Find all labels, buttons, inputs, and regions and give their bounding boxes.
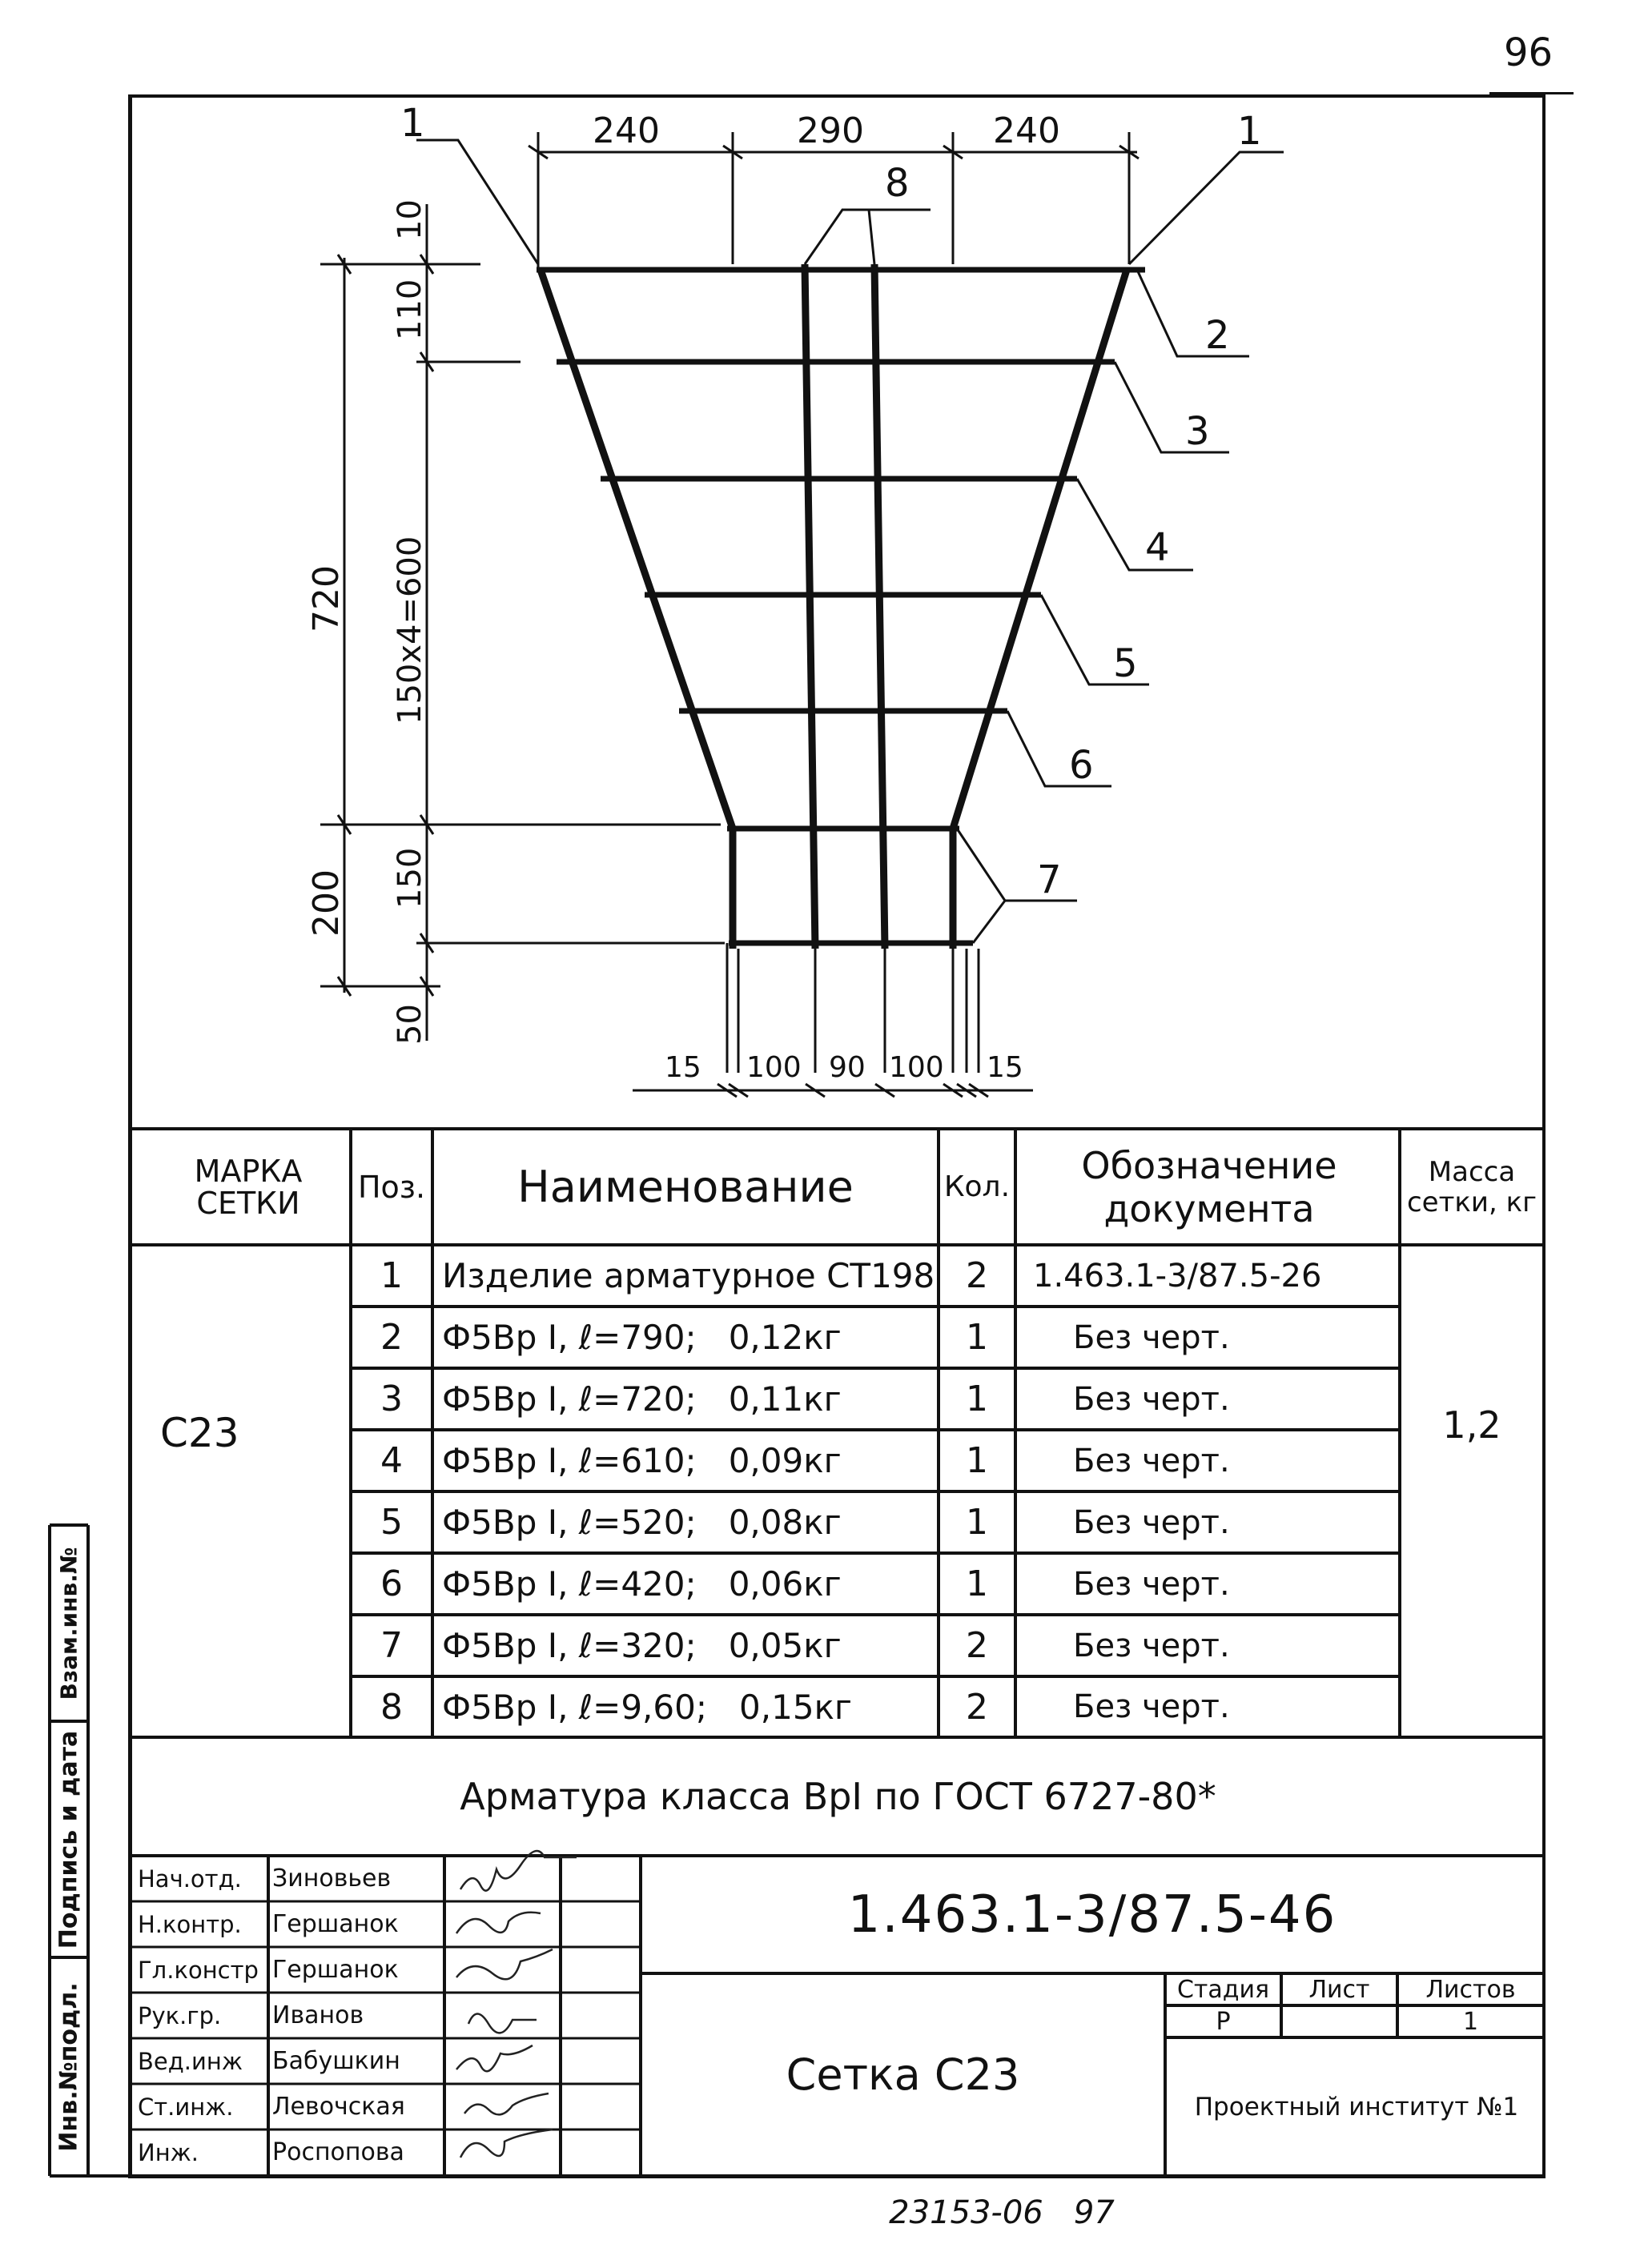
- organization: Проектный институт №1: [1194, 2092, 1519, 2121]
- dim-left-720: 720: [306, 565, 347, 632]
- header-qty: Кол.: [943, 1170, 1011, 1203]
- archive-number: 23153-06 97: [889, 2194, 1115, 2231]
- callout-8: 8: [885, 161, 910, 206]
- row-doc: Без черт.: [1073, 1627, 1230, 1664]
- sheet-title: Сетка С23: [786, 2049, 1020, 2100]
- role: Рук.гр.: [138, 2001, 222, 2029]
- row-qty: 1: [966, 1317, 988, 1358]
- row-pos: 1: [380, 1255, 403, 1296]
- reinforcement-note: Арматура класса ВрI по ГОСТ 6727-80*: [460, 1775, 1216, 1818]
- document-code: 1.463.1-3/87.5-46: [847, 1885, 1337, 1945]
- person-name: Бабушкин: [272, 2047, 400, 2075]
- dim-bottom-15b: 15: [987, 1051, 1023, 1084]
- row-qty: 2: [966, 1686, 988, 1728]
- header-name: Наименование: [517, 1162, 854, 1212]
- role: Вед.инж: [138, 2047, 243, 2075]
- callout-7: 7: [1037, 857, 1062, 902]
- header-pos: Поз.: [357, 1169, 426, 1205]
- row-pos: 4: [380, 1440, 403, 1481]
- side-stamp-sign-date: Подпись и дата: [54, 1730, 83, 1949]
- callout-1-left: 1: [400, 101, 425, 146]
- row-pos: 2: [380, 1317, 403, 1358]
- stage-value: Р: [1216, 2007, 1231, 2036]
- sheet-label: Лист: [1308, 1975, 1370, 2004]
- row-doc: Без черт.: [1073, 1319, 1230, 1356]
- person-name: Иванов: [272, 2001, 364, 2029]
- dim-bottom-90: 90: [829, 1051, 866, 1084]
- side-stamp-inv: Инв.№подл.: [54, 1982, 83, 2152]
- row-name: Ф5Вр I, ℓ=420; 0,06кг: [442, 1564, 842, 1604]
- header-doc: Обозначение документа: [1081, 1143, 1337, 1230]
- row-pos: 5: [380, 1502, 403, 1543]
- mark-value: С23: [160, 1410, 239, 1456]
- row-doc: Без черт.: [1073, 1503, 1230, 1541]
- header-mass: Масса сетки, кг: [1406, 1155, 1537, 1218]
- page-number: 96: [1504, 30, 1554, 75]
- dim-inner-50: 50: [392, 1004, 428, 1045]
- row-doc: Без черт.: [1073, 1565, 1230, 1603]
- dim-top-2: 290: [797, 110, 864, 151]
- header-mark: МАРКА СЕТКИ: [194, 1154, 303, 1221]
- role: Гл.констр: [138, 1956, 259, 1984]
- callout-6: 6: [1069, 743, 1094, 788]
- person-name: Роспопова: [272, 2138, 404, 2166]
- sheets-label: Листов: [1425, 1975, 1516, 2004]
- callout-5: 5: [1113, 641, 1138, 686]
- callout-2: 2: [1205, 313, 1230, 358]
- role: Н.контр.: [138, 1910, 242, 1938]
- row-name: Ф5Вр I, ℓ=610; 0,09кг: [442, 1441, 842, 1480]
- row-doc: Без черт.: [1073, 1688, 1230, 1725]
- row-name: Ф5Вр I, ℓ=9,60; 0,15кг: [442, 1687, 852, 1727]
- dim-left-200: 200: [306, 869, 347, 937]
- callout-4: 4: [1145, 525, 1170, 570]
- mass-value: 1,2: [1442, 1403, 1501, 1447]
- row-name: Ф5Вр I, ℓ=320; 0,05кг: [442, 1626, 842, 1665]
- person-name: Гершанок: [272, 1956, 399, 1984]
- row-doc: 1.463.1-3/87.5-26: [1033, 1257, 1322, 1295]
- dim-bottom-15a: 15: [665, 1051, 701, 1084]
- role: Нач.отд.: [138, 1865, 242, 1893]
- row-qty: 1: [966, 1502, 988, 1543]
- row-name: Изделие арматурное СТ198: [442, 1256, 935, 1295]
- row-name: Ф5Вр I, ℓ=520; 0,08кг: [442, 1503, 842, 1542]
- dim-inner-600: 150x4=600: [392, 536, 428, 725]
- row-pos: 6: [380, 1564, 403, 1604]
- dim-bottom-100b: 100: [889, 1051, 944, 1084]
- row-qty: 1: [966, 1379, 988, 1419]
- row-qty: 2: [966, 1255, 988, 1296]
- row-qty: 1: [966, 1564, 988, 1604]
- row-name: Ф5Вр I, ℓ=720; 0,11кг: [442, 1379, 842, 1419]
- stage-label: Стадия: [1176, 1975, 1270, 2004]
- row-doc: Без черт.: [1073, 1380, 1230, 1418]
- row-pos: 3: [380, 1379, 403, 1419]
- person-name: Левочская: [272, 2093, 405, 2121]
- role: Ст.инж.: [138, 2093, 234, 2121]
- row-pos: 7: [380, 1625, 403, 1666]
- dim-top-1: 240: [593, 110, 660, 151]
- sheet-value: [1281, 2005, 1397, 2037]
- dim-inner-110: 110: [392, 279, 428, 340]
- role: Инж.: [138, 2138, 199, 2166]
- callout-3: 3: [1185, 409, 1210, 454]
- row-qty: 1: [966, 1440, 988, 1481]
- person-name: Зиновьев: [272, 1865, 392, 1893]
- dim-top-3: 240: [993, 110, 1060, 151]
- row-doc: Без черт.: [1073, 1442, 1230, 1479]
- row-name: Ф5Вр I, ℓ=790; 0,12кг: [442, 1318, 842, 1357]
- sheets-value: 1: [1462, 2007, 1479, 2036]
- dim-inner-150: 150: [392, 847, 428, 909]
- row-pos: 8: [380, 1686, 403, 1728]
- dim-bottom-100a: 100: [746, 1051, 802, 1084]
- dim-inner-10: 10: [392, 199, 428, 240]
- callout-1-right: 1: [1237, 109, 1262, 154]
- side-stamp-replace-inv: Взам.инв.№: [55, 1547, 82, 1700]
- person-name: Гершанок: [272, 1910, 399, 1938]
- row-qty: 2: [966, 1625, 988, 1666]
